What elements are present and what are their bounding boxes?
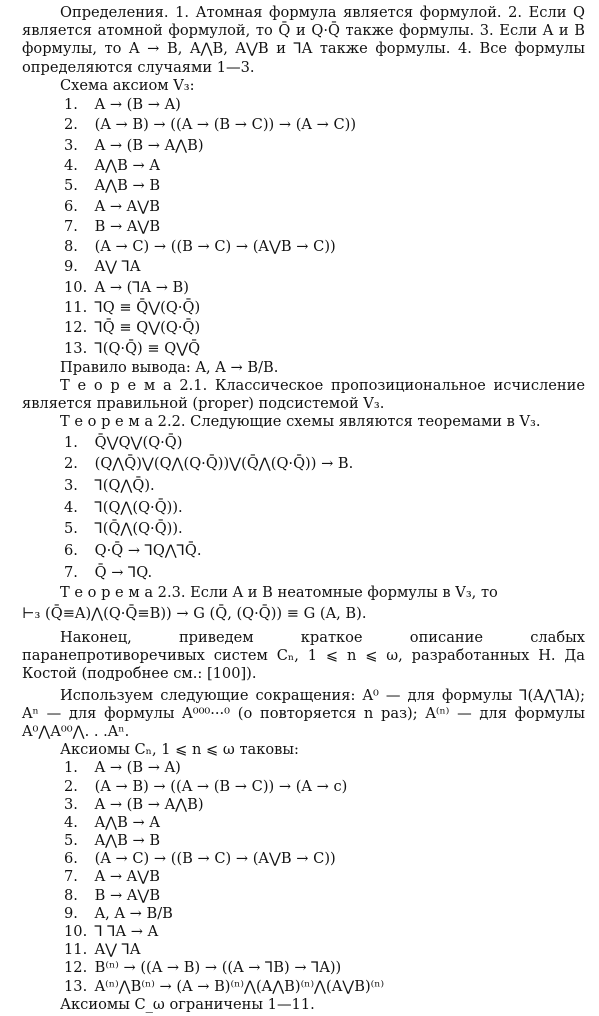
v3-axiom <box>64 318 585 338</box>
theorem-item-formula: ⅂(Q⋀Q̄). <box>94 477 155 495</box>
cn-axiom-formula: A⋀B → A <box>94 813 160 831</box>
v3-axiom <box>64 95 585 115</box>
v3-axiom <box>64 136 585 156</box>
cn-axiom-number: 10. <box>64 923 88 941</box>
cn-axiom-number: 2. <box>64 777 78 795</box>
v3-axiom-number: 10. <box>64 278 88 296</box>
theorem-item <box>64 475 585 497</box>
theorem-item-number: 6. <box>64 542 78 560</box>
cn-axiom-number: 13. <box>64 977 88 995</box>
v3-axiom-number: 5. <box>64 177 78 195</box>
finally-paragraph: Наконец, приведем краткое описание слабых паранепротиворечивых систем Cₙ, 1 ⩽ n ⩽ ω, разработанных Н. Да Костой (подробнее см.: [100]). <box>22 628 585 683</box>
v3-axiom <box>64 278 585 298</box>
v3-axiom-number: 2. <box>64 116 78 134</box>
cn-axiom <box>64 887 585 905</box>
v3-axiom-formula: (A → B) → ((A → (B → C)) → (A → C)) <box>94 116 357 134</box>
theorem-item-number: 4. <box>64 498 78 516</box>
v3-axiom <box>64 257 585 277</box>
v3-axiom-formula: A → (B → A) <box>94 96 181 114</box>
cn-axiom-formula: (A → B) → ((A → (B → C)) → (A → c) <box>94 777 348 795</box>
theorem-item-formula: (Q⋀Q̄)⋁(Q⋀(Q·Q̄))⋁(Q̄⋀(Q·Q̄)) → B. <box>94 455 354 473</box>
cn-axiom <box>64 959 585 977</box>
theorem-list <box>22 432 585 584</box>
cn-axiom-formula: A⋁ ⅂A <box>94 941 141 959</box>
cn-axiom-formula: ⅂ ⅂A → A <box>94 923 159 941</box>
cn-axiom <box>64 796 585 814</box>
theorem-2-3-line1: Т е о р е м а 2.3. Если A и B неатомные формулы в V₃, то <box>60 583 498 601</box>
cn-axiom-number: 5. <box>64 832 78 850</box>
cn-axiom-formula: A → (B → A⋀B) <box>94 795 204 813</box>
v3-axiom-number: 9. <box>64 258 78 276</box>
v3-axiom-number: 8. <box>64 238 78 256</box>
theorem-2-1: Т е о р е м а 2.1. Классическое пропозициональное исчисление является правильной (proper) подсистемой V₃. <box>22 377 585 413</box>
v3-axiom-number: 4. <box>64 156 78 174</box>
cn-axiom <box>64 905 585 923</box>
theorem-item-number: 7. <box>64 563 78 581</box>
cn-axiom-formula: B → A⋁B <box>94 886 161 904</box>
closing-line: Аксиомы C_ω ограничены 1—11. <box>60 995 315 1013</box>
inference-rule: Правило вывода: A, A → B/B. <box>60 358 279 376</box>
v3-axiom-formula: ⅂Q ≡ Q̄⋁(Q·Q̄) <box>94 298 201 316</box>
cn-axiom-number: 1. <box>64 759 78 777</box>
v3-axiom <box>64 237 585 257</box>
cn-axiom-number: 7. <box>64 868 78 886</box>
cn-axiom-number: 11. <box>64 941 88 959</box>
cn-axiom-formula: A → (B → A) <box>94 759 181 777</box>
cn-axiom-number: 8. <box>64 886 78 904</box>
schema-title: Схема аксиом V₃: <box>60 76 195 94</box>
theorem-item-formula: Q·Q̄ → ⅂Q⋀⅂Q̄. <box>94 542 202 560</box>
theorem-item <box>64 518 585 540</box>
cn-axiom <box>64 868 585 886</box>
cn-axiom-formula: A, A → B/B <box>94 904 173 922</box>
v3-axiom <box>64 115 585 135</box>
cn-axiom-number: 6. <box>64 850 78 868</box>
cn-axiom-number: 3. <box>64 795 78 813</box>
v3-axiom <box>64 176 585 196</box>
cn-axiom-formula: (A → C) → ((B → C) → (A⋁B → C)) <box>94 850 336 868</box>
cn-axiom-formula: B⁽ⁿ⁾ → ((A → B) → ((A → ⅂B) → ⅂A)) <box>94 959 342 977</box>
v3-axiom-formula: A → (⅂A → B) <box>94 278 189 296</box>
v3-axiom-formula: A⋁ ⅂A <box>94 258 141 276</box>
theorem-item-formula: Q̄⋁Q⋁(Q·Q̄) <box>94 433 183 451</box>
cn-axiom-number: 4. <box>64 813 78 831</box>
abbreviations-paragraph: Используем следующие сокращения: A⁰ — для формулы ⅂(A⋀⅂A); Aⁿ — для формулы A⁰⁰⁰···⁰ (o повторяется n раз); A⁽ⁿ⁾ — для формулы A⁰⋀A⁰⁰⋀. . .Aⁿ. <box>22 686 585 740</box>
cn-axiom-number: 12. <box>64 959 88 977</box>
cn-axiom-formula: A⋀B → B <box>94 832 161 850</box>
cn-axiom-formula: A → A⋁B <box>94 868 160 886</box>
v3-axiom-number: 1. <box>64 96 78 114</box>
cn-axiom <box>64 814 585 832</box>
cn-axiom <box>64 832 585 850</box>
v3-axiom-number: 12. <box>64 319 88 337</box>
theorem-item <box>64 540 585 562</box>
v3-axiom-formula: B → A⋁B <box>94 217 161 235</box>
theorem-item-formula: ⅂(Q̄⋀(Q·Q̄)). <box>94 520 183 538</box>
definitions-paragraph: Определения. 1. Атомная формула является формулой. 2. Если Q является атомной формулой, то Q̄ и Q·Q̄ также формулы. 3. Если A и B формулы, то A → B, A⋀B, A⋁B и ⅂A также формулы. 4. Все формулы определяются случаями 1—3. <box>22 4 585 76</box>
v3-axiom-number: 13. <box>64 339 88 357</box>
v3-axiom-formula: A⋀B → A <box>94 156 160 174</box>
theorem-item-number: 5. <box>64 520 78 538</box>
v3-axiom-formula: (A → C) → ((B → C) → (A⋁B → C)) <box>94 238 336 256</box>
cn-axiom-list <box>22 759 585 995</box>
v3-axiom <box>64 197 585 217</box>
cn-axiom <box>64 850 585 868</box>
v3-axiom-list <box>22 95 585 359</box>
v3-axiom <box>64 217 585 237</box>
cn-axiom-formula: A⁽ⁿ⁾⋀B⁽ⁿ⁾ → (A → B)⁽ⁿ⁾⋀(A⋀B)⁽ⁿ⁾⋀(A⋁B)⁽ⁿ⁾ <box>94 977 385 995</box>
theorem-item-number: 1. <box>64 433 78 451</box>
theorem-item <box>64 562 585 584</box>
v3-axiom <box>64 298 585 318</box>
v3-axiom <box>64 156 585 176</box>
cn-title: Аксиомы Cₙ, 1 ⩽ n ⩽ ω таковы: <box>60 741 299 759</box>
v3-axiom-number: 7. <box>64 217 78 235</box>
v3-axiom <box>64 339 585 359</box>
cn-axiom <box>64 923 585 941</box>
theorem-item <box>64 497 585 519</box>
theorem-item-formula: ⅂(Q⋀(Q·Q̄)). <box>94 498 183 516</box>
cn-axiom <box>64 941 585 959</box>
v3-axiom-formula: ⅂(Q·Q̄) ≡ Q⋁Q̄ <box>94 339 201 357</box>
cn-axiom-number: 9. <box>64 904 78 922</box>
theorem-2-2: Т е о р е м а 2.2. Следующие схемы являются теоремами в V₃. <box>60 413 541 431</box>
theorem-2-3-formula: ⊢₃ (Q̄≡A)⋀(Q·Q̄≡B)) → G (Q̄, (Q·Q̄)) ≡ G (A, B). <box>22 604 367 622</box>
cn-axiom <box>64 759 585 777</box>
v3-axiom-formula: ⅂Q̄ ≡ Q⋁(Q·Q̄) <box>94 319 201 337</box>
theorem-item-number: 2. <box>64 455 78 473</box>
v3-axiom-number: 3. <box>64 136 78 154</box>
v3-axiom-number: 6. <box>64 197 78 215</box>
theorem-item-number: 3. <box>64 477 78 495</box>
theorem-item <box>64 453 585 475</box>
v3-axiom-formula: A → A⋁B <box>94 197 160 215</box>
theorem-item <box>64 432 585 454</box>
cn-axiom <box>64 978 585 996</box>
v3-axiom-formula: A → (B → A⋀B) <box>94 136 204 154</box>
v3-axiom-number: 11. <box>64 298 88 316</box>
cn-axiom <box>64 778 585 796</box>
v3-axiom-formula: A⋀B → B <box>94 177 161 195</box>
theorem-item-formula: Q̄ → ⅂Q. <box>94 563 153 581</box>
